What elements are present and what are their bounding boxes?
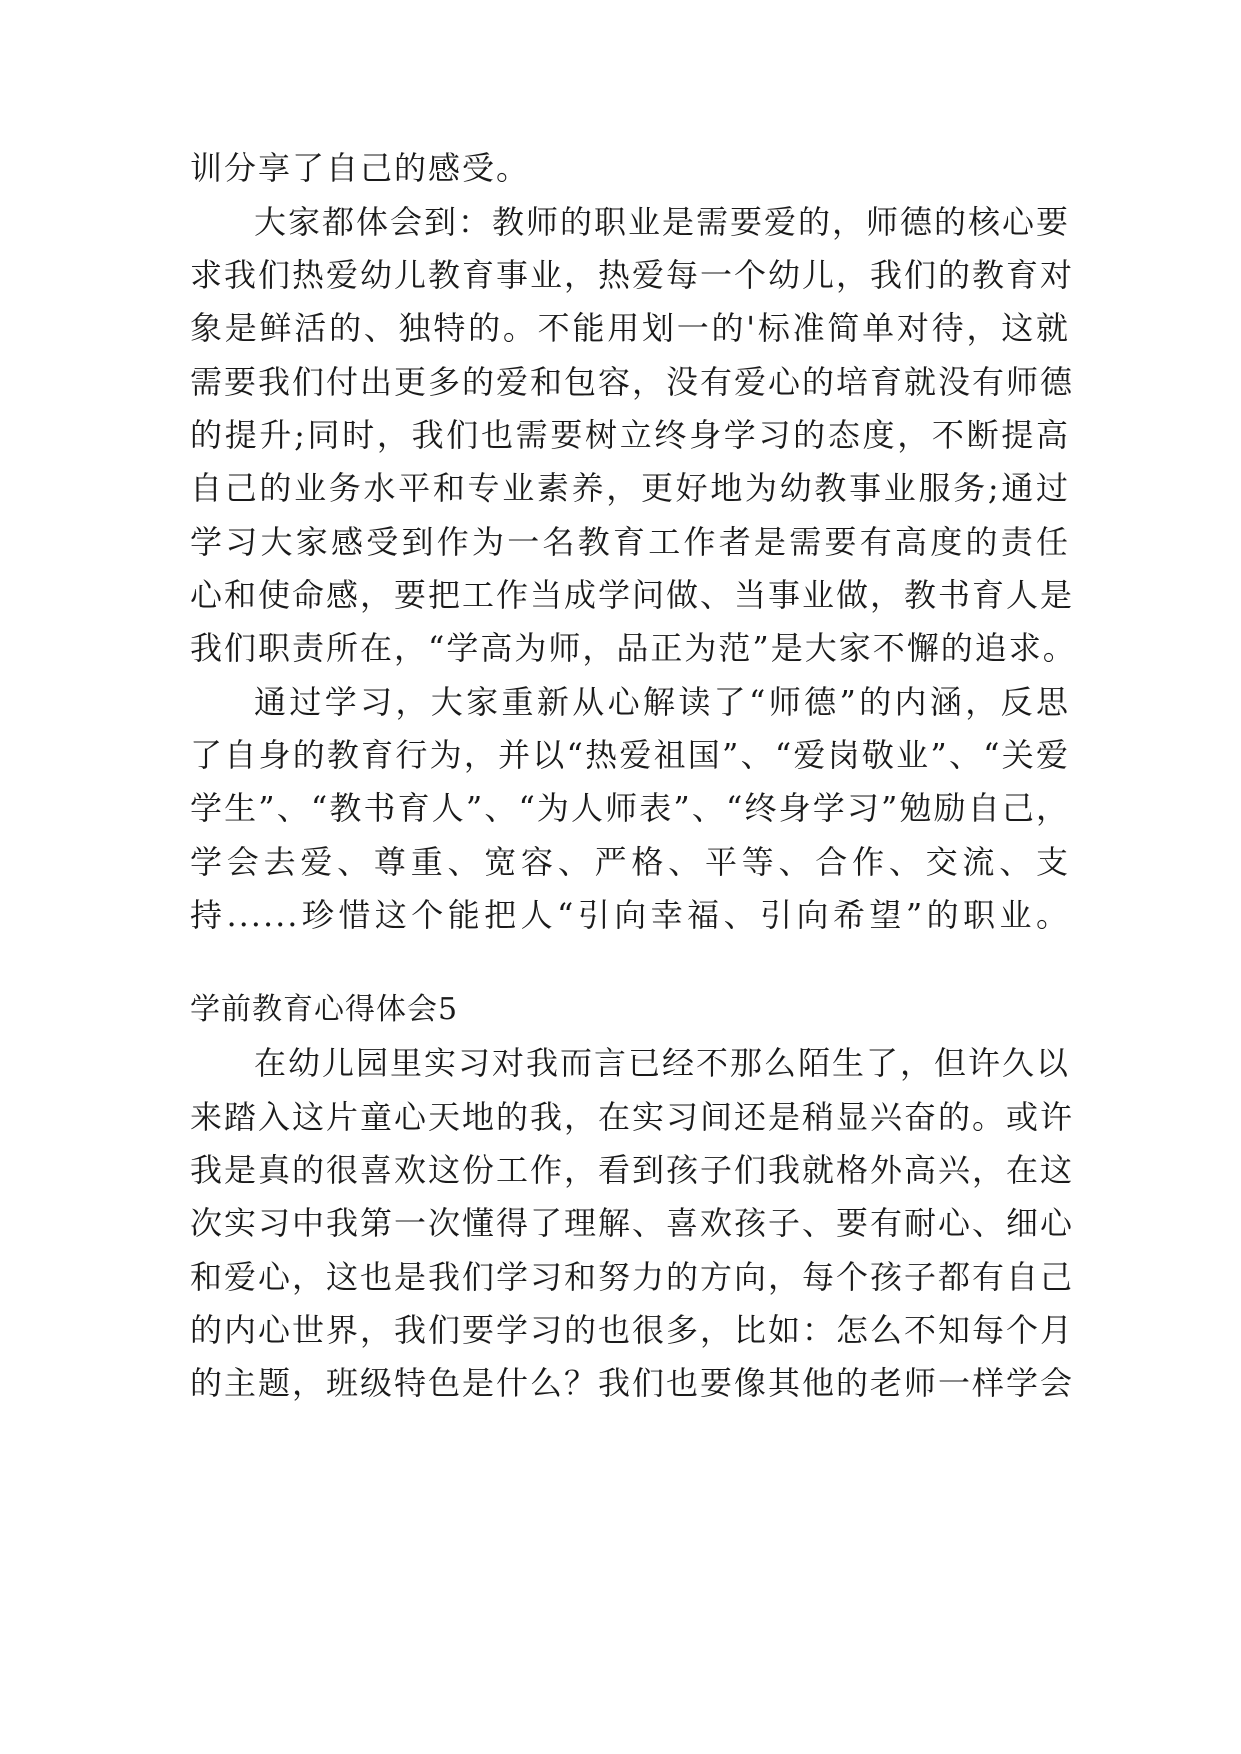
paragraph-line: 象是鲜活的、独特的。不能用划一的'标准简单对待，这就 [190,309,1070,347]
paragraph-line: 大家都体会到：教师的职业是需要爱的，师德的核心要 [254,203,1071,241]
paragraph-line: 的主题，班级特色是什么？我们也要像其他的老师一样学会 [190,1364,1075,1402]
paragraph-line: 来踏入这片童心天地的我，在实习间还是稍显兴奋的。或许 [190,1098,1075,1136]
paragraph-line: 学习大家感受到作为一名教育工作者是需要有高度的责任 [190,523,1070,561]
paragraph-line: 持......珍惜这个能把人“引向幸福、引向希望”的职业。 [190,896,1070,934]
paragraph-line: 的提升;同时，我们也需要树立终身学习的态度，不断提高 [190,416,1070,454]
paragraph-line: 在幼儿园里实习对我而言已经不那么陌生了，但许久以 [254,1044,1071,1082]
paragraph-line: 我们职责所在，“学高为师，品正为范”是大家不懈的追求。 [190,629,1077,667]
paragraph-line: 自己的业务水平和专业素养，更好地为幼教事业服务;通过 [190,469,1070,507]
paragraph-line: 学会去爱、尊重、宽容、严格、平等、合作、交流、支 [190,843,1070,881]
paragraph-line: 和爱心，这也是我们学习和努力的方向，每个孩子都有自己 [190,1258,1075,1296]
paragraph-line: 训分享了自己的感受。 [190,149,531,187]
paragraph-line: 次实习中我第一次懂得了理解、喜欢孩子、要有耐心、细心 [190,1204,1075,1242]
paragraph-line: 我是真的很喜欢这份工作，看到孩子们我就格外高兴，在这 [190,1151,1075,1189]
paragraph-line: 学生”、“教书育人”、“为人师表”、“终身学习”勉励自己， [190,789,1070,827]
paragraph-line: 需要我们付出更多的爱和包容，没有爱心的培育就没有师德 [190,363,1075,401]
paragraph-line: 了自身的教育行为，并以“热爱祖国”、“爱岗敬业”、“关爱 [190,736,1070,774]
paragraph-line: 的内心世界，我们要学习的也很多，比如：怎么不知每个月 [190,1311,1075,1349]
paragraph-line: 心和使命感，要把工作当成学问做、当事业做，教书育人是 [190,576,1075,614]
paragraph-line: 通过学习，大家重新从心解读了“师德”的内涵，反思 [254,683,1070,721]
paragraph-line: 求我们热爱幼儿教育事业，热爱每一个幼儿，我们的教育对 [190,256,1075,294]
section-heading: 学前教育心得体会5 [190,992,459,1027]
